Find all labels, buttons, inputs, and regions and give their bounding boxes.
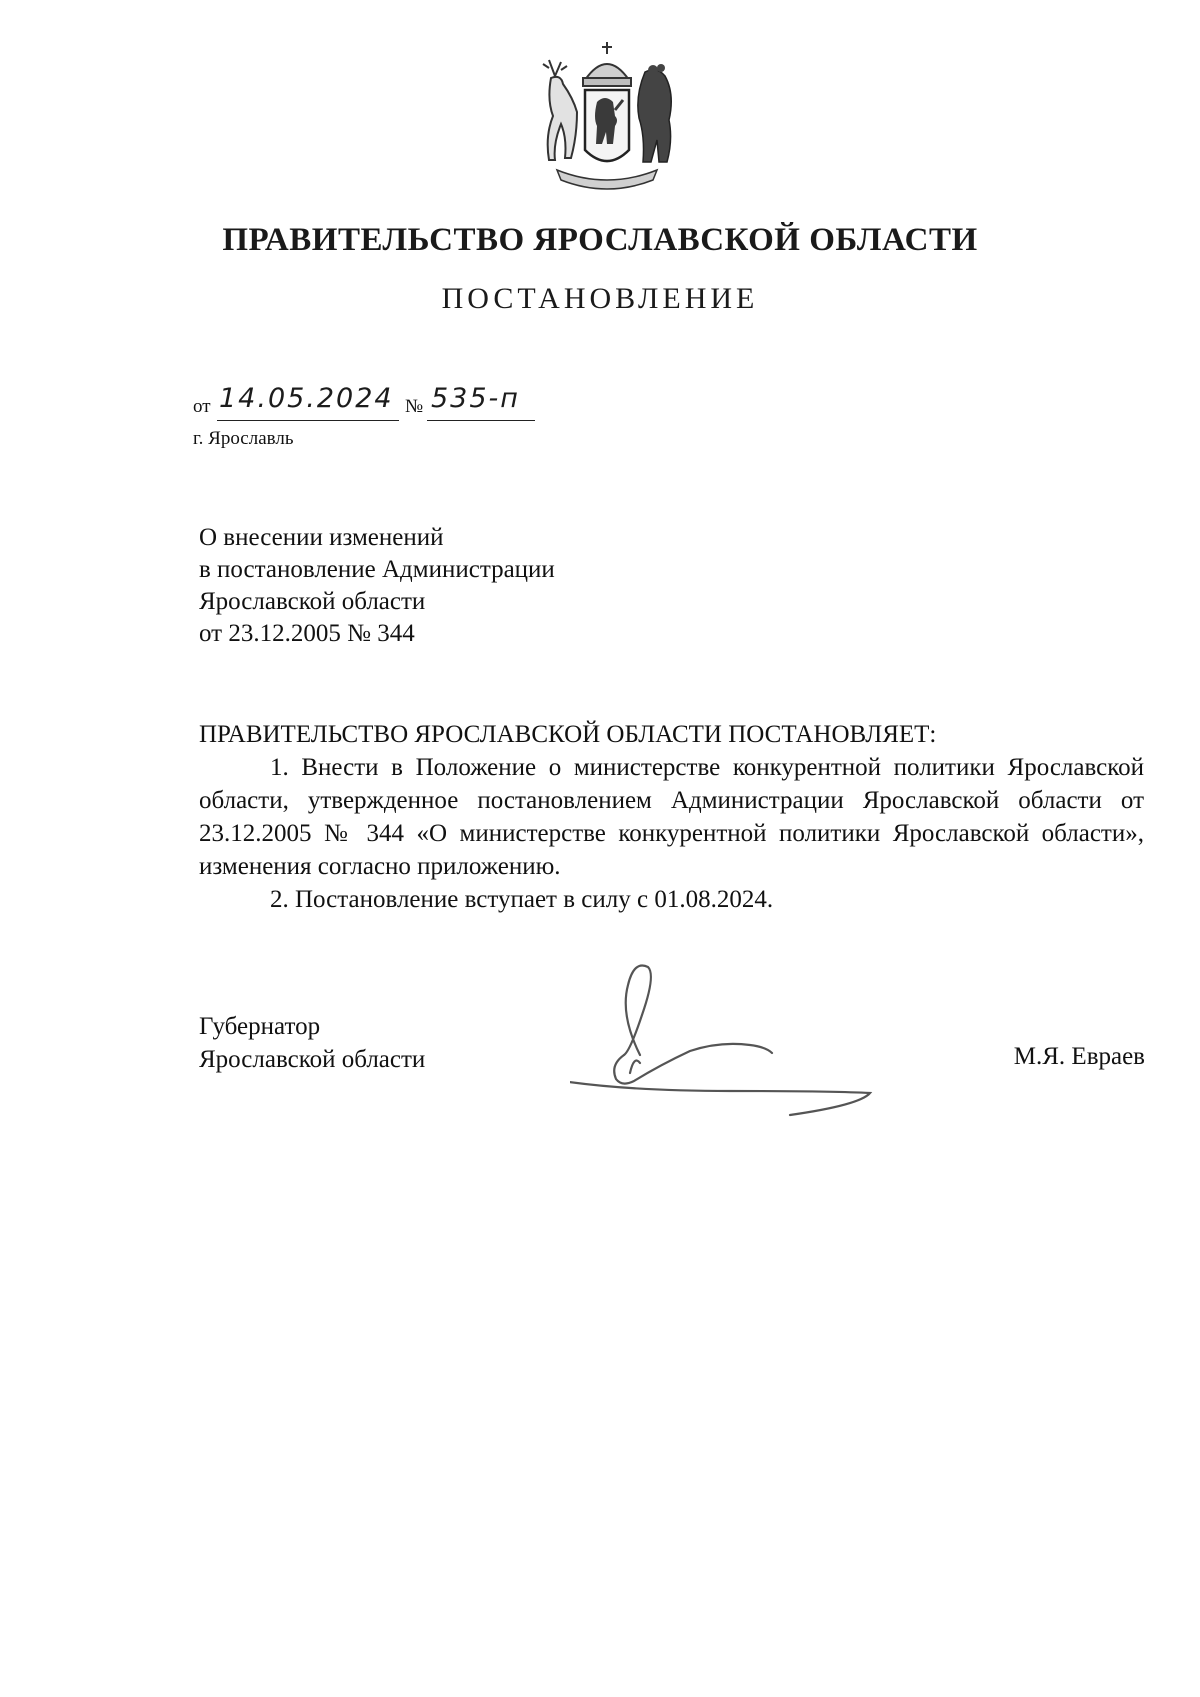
decree-statement: ПРАВИТЕЛЬСТВО ЯРОСЛАВСКОЙ ОБЛАСТИ ПОСТАНОВЛЯЕТ: — [199, 721, 937, 748]
city: г. Ярославль — [193, 428, 294, 449]
subject-line: О внесении изменений — [199, 524, 444, 551]
document-subject — [199, 522, 555, 650]
number-prefix: № — [405, 396, 424, 417]
coat-of-arms-icon — [527, 40, 687, 198]
registration-line — [193, 383, 553, 422]
signatory-position — [199, 1010, 425, 1076]
subject-line: в постановление Администрации — [199, 556, 555, 583]
government-title: ПРАВИТЕЛЬСТВО ЯРОСЛАВСКОЙ ОБЛАСТИ — [222, 222, 978, 258]
date-underline — [217, 420, 399, 421]
position-line: Ярославской области — [199, 1046, 426, 1073]
document-type: ПОСТАНОВЛЕНИЕ — [441, 282, 759, 315]
subject-line: Ярославской области — [199, 588, 426, 615]
signatory-name: М.Я. Евраев — [1013, 1043, 1145, 1070]
decree-item: 2. Постановление вступает в силу с 01.08.2024. — [270, 886, 774, 913]
position-line: Губернатор — [199, 1013, 321, 1040]
subject-line: от 23.12.2005 № 344 — [199, 620, 415, 647]
document-body — [199, 718, 1144, 916]
date-prefix: от — [193, 396, 211, 417]
decree-item: 1. Внести в Положение о министерстве конкурентной политики Ярославской области, утвержденное постановлением Администрации Ярославской области от 23.12.2005 № 344 «О министерстве конкурентной политики Ярославской области», изменения согласно приложению. — [199, 754, 1144, 880]
registration-number: 535-п — [431, 383, 520, 414]
number-underline — [427, 420, 535, 421]
handwritten-signature-icon — [570, 955, 940, 1135]
registration-date: 14.05.2024 — [219, 383, 394, 414]
